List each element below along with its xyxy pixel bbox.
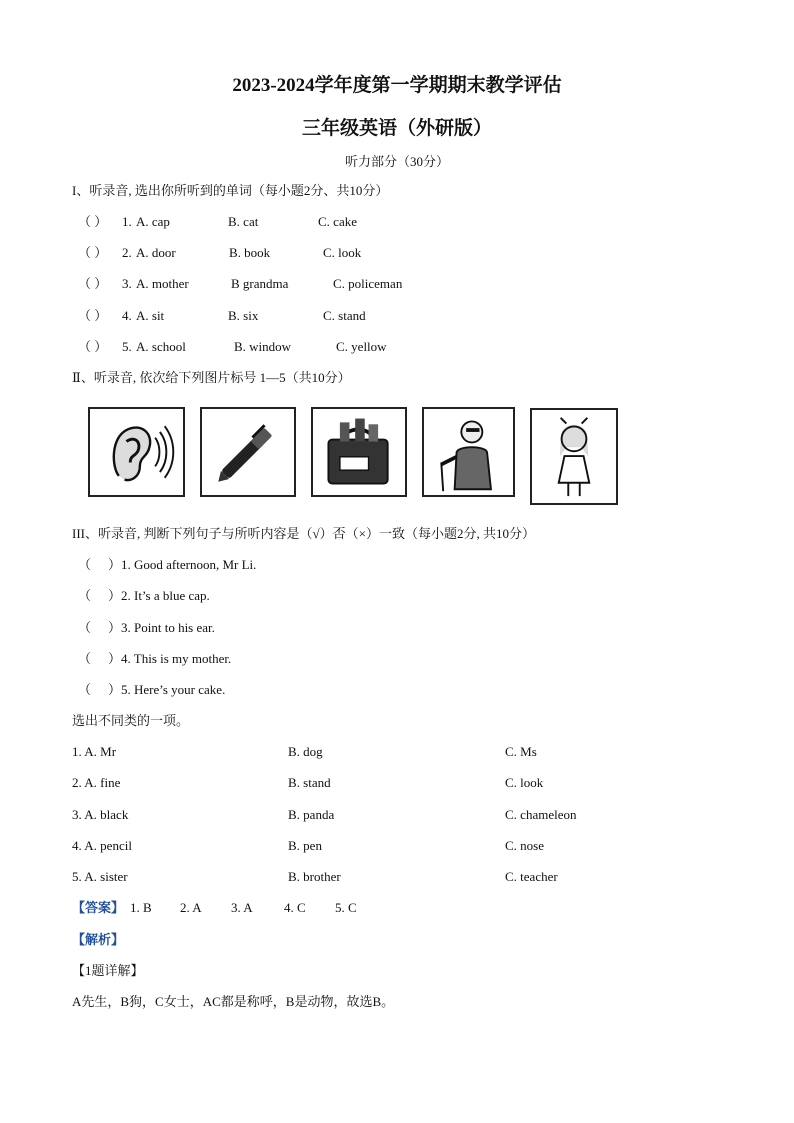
option-a: A. mother bbox=[136, 276, 189, 291]
option-c: C. stand bbox=[323, 308, 366, 323]
answer-bracket-open[interactable]: （ bbox=[78, 682, 92, 697]
option-a: 1. A. Mr bbox=[72, 744, 117, 759]
option-b: B grandma bbox=[231, 276, 289, 291]
option-a: A. sit bbox=[136, 308, 165, 323]
school-bag-picture bbox=[311, 407, 407, 497]
answer-bracket[interactable]: （ ） bbox=[78, 276, 108, 291]
answer-bracket-open[interactable]: （ bbox=[78, 620, 92, 635]
answer-value: 1. B bbox=[130, 900, 152, 915]
question-number: 3. bbox=[122, 276, 132, 291]
page-subtitle: 三年级英语（外研版） bbox=[301, 118, 492, 139]
answer-value: 3. A bbox=[231, 900, 253, 915]
option-b: B. dog bbox=[288, 744, 323, 759]
statement: ）2. It’s a blue cap. bbox=[108, 588, 210, 603]
girl-picture bbox=[530, 408, 618, 505]
pen-picture bbox=[200, 407, 296, 497]
answer-bracket[interactable]: （ ） bbox=[78, 308, 108, 323]
pen-icon bbox=[202, 409, 294, 495]
option-b: B. stand bbox=[288, 775, 331, 790]
ear-icon bbox=[90, 409, 183, 495]
option-c: C. cake bbox=[318, 214, 357, 229]
analysis-label: 【解析】 bbox=[72, 932, 125, 947]
option-a: A. school bbox=[136, 339, 186, 354]
option-b: B. panda bbox=[288, 807, 335, 822]
option-c: C. look bbox=[505, 775, 544, 790]
option-b: B. six bbox=[228, 308, 259, 323]
answer-value: 5. C bbox=[335, 900, 357, 915]
question-number: 4. bbox=[122, 308, 132, 323]
page-title: 2023-2024学年度第一学期期末教学评估 bbox=[232, 75, 562, 96]
statement: ）4. This is my mother. bbox=[108, 651, 232, 666]
question-number: 1. bbox=[122, 214, 132, 229]
grandpa-picture bbox=[422, 407, 515, 497]
part3-instruction: III、听录音, 判断下列句子与所听内容是（√）否（×）一致（每小题2分, 共10分） bbox=[72, 526, 535, 541]
option-c: C. Ms bbox=[505, 744, 537, 759]
answer-bracket[interactable]: （ ） bbox=[78, 214, 108, 229]
statement: ）3. Point to his ear. bbox=[108, 620, 215, 635]
question-number: 5. bbox=[122, 339, 132, 354]
option-c: C. nose bbox=[505, 838, 544, 853]
part4-instruction: 选出不同类的一项。 bbox=[72, 713, 190, 728]
section-label: 听力部分（30分） bbox=[344, 154, 449, 169]
answer-bracket[interactable]: （ ） bbox=[78, 245, 108, 260]
grandpa-icon bbox=[424, 409, 513, 495]
detail-text: A先生，B狗，C女士，AC都是称呼，B是动物，故选B。 bbox=[72, 994, 395, 1009]
option-b: B. pen bbox=[288, 838, 322, 853]
option-c: C. yellow bbox=[336, 339, 387, 354]
girl-icon bbox=[532, 410, 616, 503]
answer-bracket-open[interactable]: （ bbox=[78, 557, 92, 572]
option-b: B. book bbox=[229, 245, 271, 260]
answer-bracket-open[interactable]: （ bbox=[78, 588, 92, 603]
answer-value: 2. A bbox=[180, 900, 202, 915]
option-b: B. brother bbox=[288, 869, 341, 884]
option-b: B. window bbox=[234, 339, 292, 354]
part2-instruction: Ⅱ、听录音, 依次给下列图片标号 1—5（共10分） bbox=[72, 370, 351, 385]
school-bag-icon bbox=[313, 409, 405, 495]
option-a: 2. A. fine bbox=[72, 775, 121, 790]
part1-instruction: I、听录音, 选出你所听到的单词（每小题2分、共10分） bbox=[72, 183, 389, 198]
option-a: 3. A. black bbox=[72, 807, 129, 822]
statement: ）5. Here’s your cake. bbox=[108, 682, 226, 697]
option-a: 4. A. pencil bbox=[72, 838, 132, 853]
option-b: B. cat bbox=[228, 214, 259, 229]
option-a: 5. A. sister bbox=[72, 869, 128, 884]
option-a: A. door bbox=[136, 245, 176, 260]
option-c: C. policeman bbox=[333, 276, 403, 291]
answer-bracket-open[interactable]: （ bbox=[78, 651, 92, 666]
detail-label: 【1题详解】 bbox=[72, 963, 144, 978]
answer-label: 【答案】 bbox=[72, 900, 125, 915]
answer-value: 4. C bbox=[284, 900, 306, 915]
option-c: C. chameleon bbox=[505, 807, 577, 822]
option-c: C. look bbox=[323, 245, 362, 260]
option-c: C. teacher bbox=[505, 869, 558, 884]
ear-picture bbox=[88, 407, 185, 497]
question-number: 2. bbox=[122, 245, 132, 260]
option-a: A. cap bbox=[136, 214, 170, 229]
answer-bracket[interactable]: （ ） bbox=[78, 339, 108, 354]
statement: ）1. Good afternoon, Mr Li. bbox=[108, 557, 257, 572]
